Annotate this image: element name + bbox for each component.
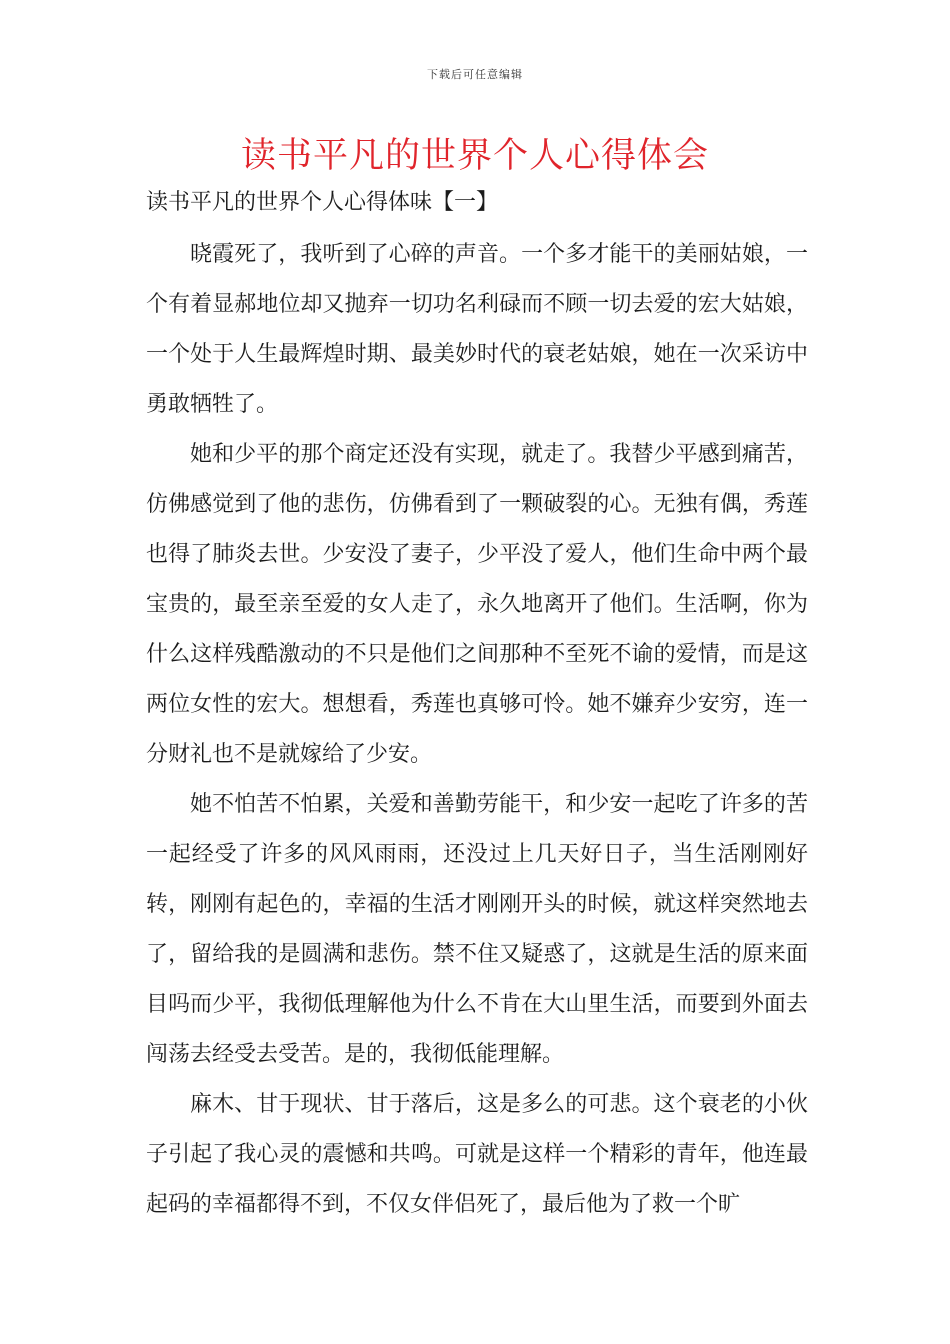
document-body xyxy=(146,230,808,1230)
header-note: 下载后可任意编辑 xyxy=(427,68,523,81)
section-heading: 读书平凡的世界个人心得体味【一】 xyxy=(146,190,499,215)
paragraph: 她不怕苦不怕累，关爱和善勤劳能干，和少安一起吃了许多的苦一起经受了许多的风风雨雨，还没过上几天好日子，当生活刚刚好转，刚刚有起色的，幸福的生活才刚刚开头的时候，就这样突然地去了，留给我的是圆满和悲伤。禁不住又疑惑了，这就是生活的原来面目吗而少平，我彻低理解他为什么不肯在大山里生活，而要到外面去闯荡去经受去受苦。是的，我彻低能理解。 xyxy=(146,792,808,1067)
paragraph: 麻木、甘于现状、甘于落后，这是多么的可悲。这个衰老的小伙子引起了我心灵的震憾和共鸣。可就是这样一个精彩的青年，他连最起码的幸福都得不到，不仅女伴侣死了，最后他为了救一个旷 xyxy=(146,1092,808,1217)
paragraph: 她和少平的那个商定还没有实现，就走了。我替少平感到痛苦，仿佛感觉到了他的悲伤，仿佛看到了一颗破裂的心。无独有偶，秀莲也得了肺炎去世。少安没了妻子，少平没了爱人，他们生命中两个最宝贵的，最至亲至爱的女人走了，永久地离开了他们。生活啊，你为什么这样残酷激动的不只是他们之间那种不至死不谕的爱情，而是这两位女性的宏大。想想看，秀莲也真够可怜。她不嫌弃少安穷，连一分财礼也不是就嫁给了少安。 xyxy=(146,442,808,767)
document-title: 读书平凡的世界个人心得体会 xyxy=(240,136,709,176)
paragraph: 晓霞死了，我听到了心碎的声音。一个多才能干的美丽姑娘，一个有着显郝地位却又抛弃一切功名利碌而不顾一切去爱的宏大姑娘，一个处于人生最辉煌时期、最美妙时代的衰老姑娘，她在一次采访中勇敢牺牲了。 xyxy=(146,242,808,417)
